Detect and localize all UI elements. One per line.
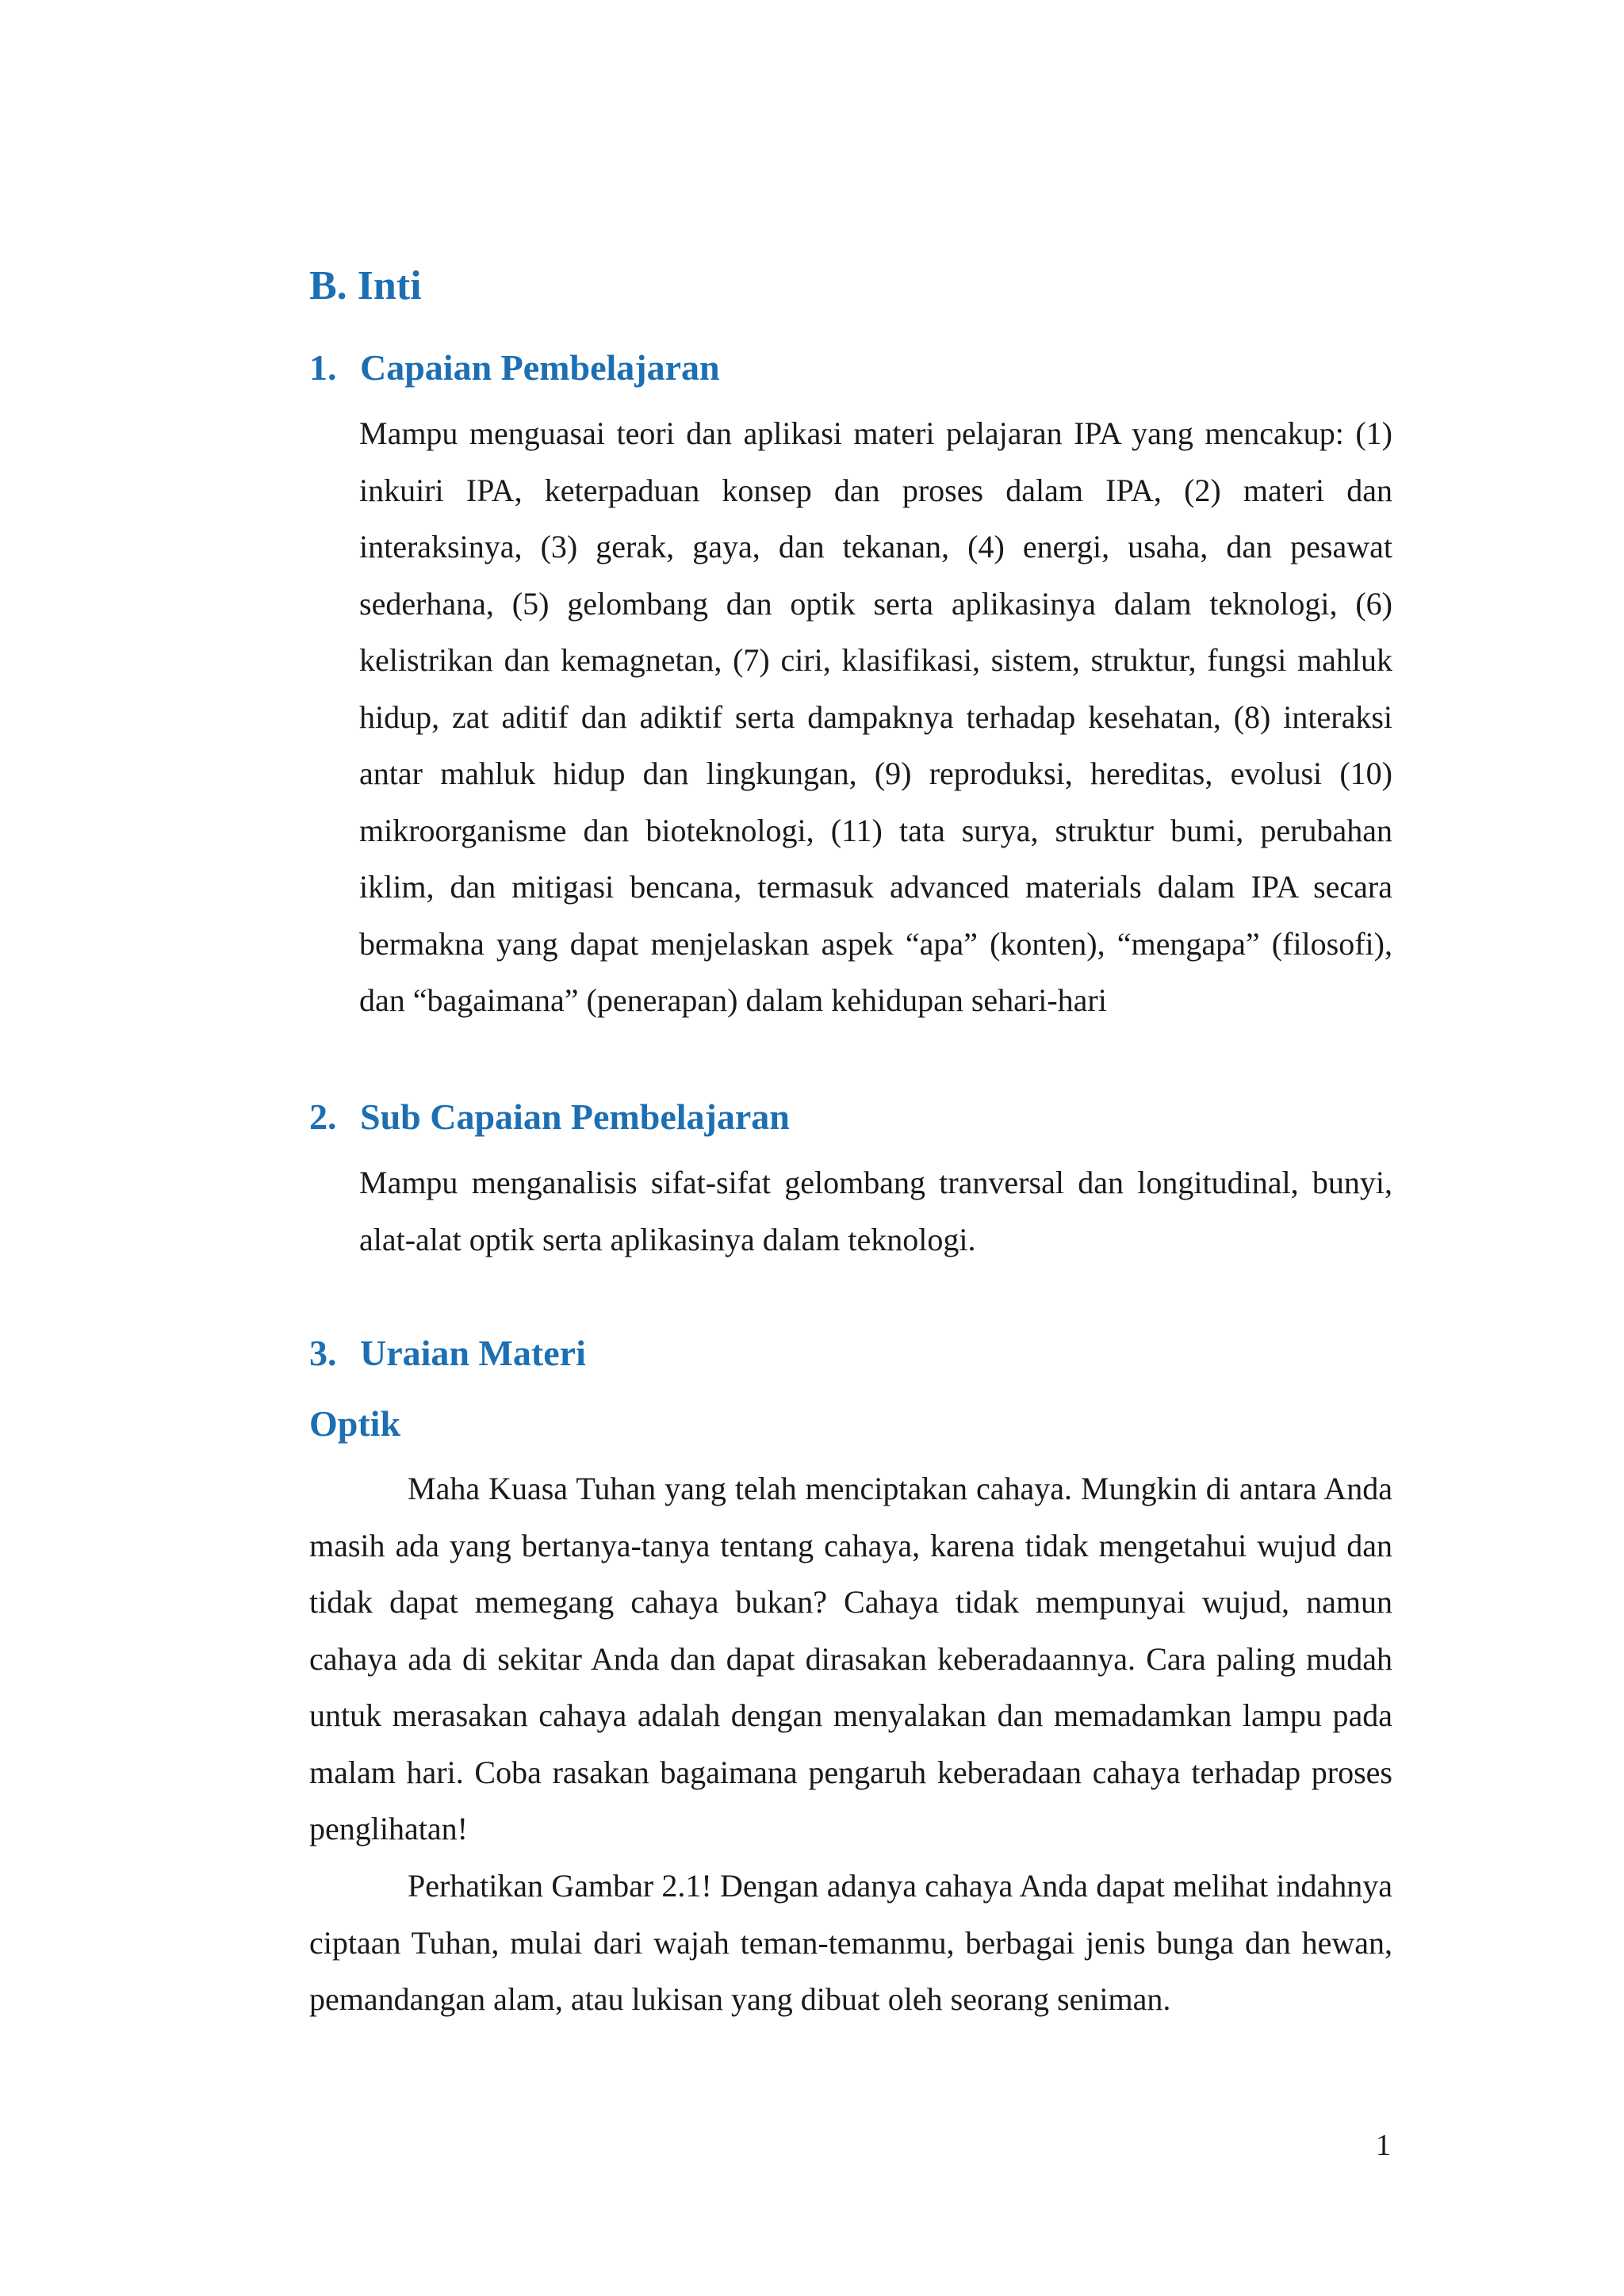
capaian-pembelajaran-text: Mampu menguasai teori dan aplikasi materi pelajaran IPA yang mencakup: (1) inkuiri IPA, keterpaduan konsep dan proses dalam IPA, (2) materi dan interaksinya, (3) gerak, gaya, dan tekanan, (4) energi, usaha, dan pesawat sederhana, (5) gelombang dan optik serta aplikasinya dalam teknologi, (6) kelistrikan dan kemagnetan, (7) ciri, klasifikasi, sistem, struktur, fungsi mahluk hidup, zat aditif dan adiktif serta dampaknya terhadap kesehatan, (8) interaksi antar mahluk hidup dan lingkungan, (9) reproduksi, hereditas, evolusi (10) mikroorganisme dan bioteknologi, (11) tata surya, struktur bumi, perubahan iklim, dan mitigasi bencana, termasuk advanced materials dalam IPA secara bermakna yang dapat menjelaskan aspek “apa” (konten), “mengapa” (filosofi), dan “bagaimana” (penerapan) dalam kehidupan sehari-hari <box>359 415 1392 1018</box>
heading-text: Uraian Materi <box>360 1333 586 1373</box>
heading-text: Capaian Pembelajaran <box>360 347 720 388</box>
subsection-title-optik <box>309 1402 400 1445</box>
page-number: 1 <box>1376 2129 1391 2162</box>
section-title: B. Inti <box>309 263 422 308</box>
heading-number: 2. <box>309 1096 337 1137</box>
heading-text: Sub Capaian Pembelajaran <box>360 1096 790 1137</box>
subsection-title-text: Optik <box>309 1403 401 1444</box>
heading-sub-capaian-pembelajaran <box>309 1095 790 1138</box>
heading-number: 1. <box>309 347 337 388</box>
sub-capaian-pembelajaran-text: Mampu menganalisis sifat-sifat gelombang tranversal dan longitudinal, bunyi, alat-alat optik serta aplikasinya dalam teknologi. <box>359 1165 1392 1257</box>
paragraph-optik-2: Perhatikan Gambar 2.1! Dengan adanya cahaya Anda dapat melihat indahnya ciptaan Tuhan, mulai dari wajah teman-temanmu, berbagai jenis bunga dan hewan, pemandangan alam, atau lukisan yang dibuat oleh seorang seniman. <box>309 1868 1392 2017</box>
heading-capaian-pembelajaran <box>309 346 720 389</box>
heading-uraian-materi <box>309 1331 586 1375</box>
heading-number: 3. <box>309 1333 337 1373</box>
paragraph-optik-1: Maha Kuasa Tuhan yang telah menciptakan cahaya. Mungkin di antara Anda masih ada yang bertanya-tanya tentang cahaya, karena tidak mengetahui wujud dan tidak dapat memegang cahaya bukan? Cahaya tidak mempunyai wujud, namun cahaya ada di sekitar Anda dan dapat dirasakan keberadaannya. Cara paling mudah untuk merasakan cahaya adalah dengan menyalakan dan memadamkan lampu pada malam hari. Coba rasakan bagaimana pengaruh keberadaan cahaya terhadap proses penglihatan! <box>309 1471 1392 1846</box>
